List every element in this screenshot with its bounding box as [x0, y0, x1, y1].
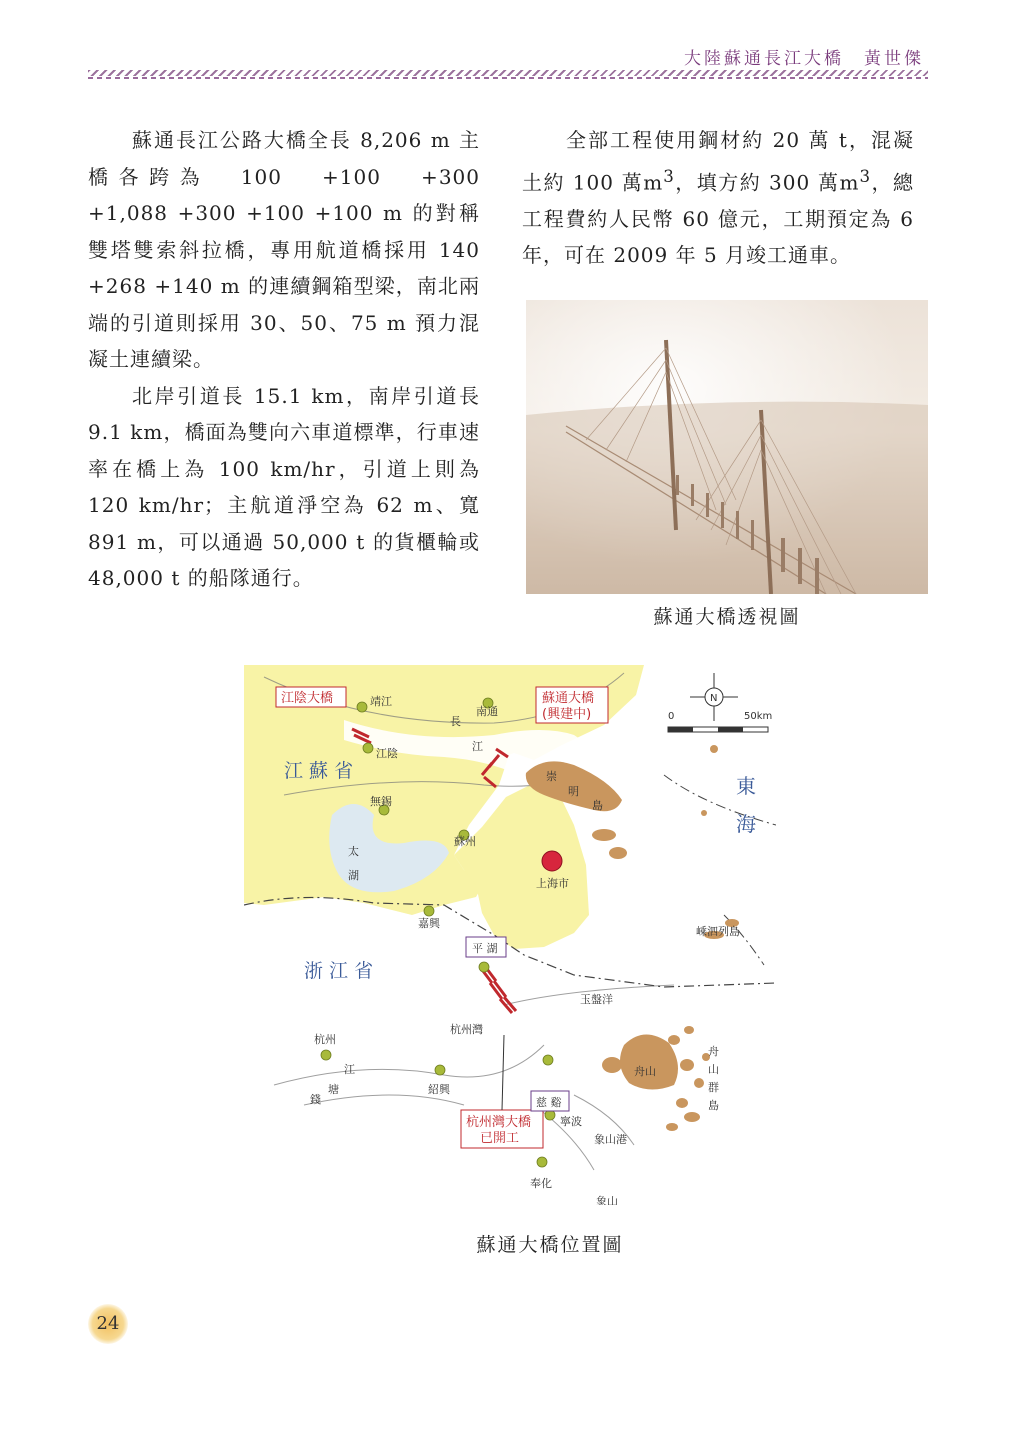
- label-chang: 長: [450, 715, 461, 728]
- paragraph-approach: 北岸引道長 15.1 km，南岸引道長 9.1 km，橋面為雙向六車道標準，行車速率在橋上為 100 km/hr，引道上則為 120 km/hr；主航道淨空為 62 m、寬 891 m，可以通過 50,000 t 的貨櫃輪或 48,000 t 的船隊通行。: [88, 383, 480, 590]
- city-jiaxing: 嘉興: [418, 917, 440, 930]
- paragraph-materials: 全部工程使用鋼材約 20 萬 t，混凝土約 100 萬$m^3$，填方約 300 萬$m^3$，總工程費約人民幣 60 億元，工期預定為 6 年，可在 2009 年 5 月竣工通車。: [522, 128, 915, 268]
- zhejiang-label: 浙 江 省: [304, 960, 374, 982]
- map-caption: 蘇通大橋位置圖: [476, 1234, 624, 1256]
- label-zhoushan: 舟山: [634, 1065, 656, 1078]
- label-tai: 太: [348, 845, 359, 858]
- right-column: [522, 122, 914, 274]
- label-jiang: 江: [472, 740, 483, 753]
- paragraph-bridge-spans: 蘇通長江公路大橋全長 8,206 m 主橋各跨為 100 +100 +300 +1,088 +300 +100 +100 m 的對稱雙塔雙索斜拉橋，專用航道橋採用 140 +268 +140 m 的連續鋼箱型梁，南北兩端的引道則採用 30、50、75 m 預力混凝土連續梁。: [88, 128, 501, 371]
- hangzhou-bay-bridge-label: 杭州灣大橋: [466, 1115, 532, 1130]
- left-column: [88, 122, 501, 597]
- city-jiangyin: 江陰: [376, 747, 398, 760]
- jiangsu-label: 江 蘇 省: [284, 760, 354, 782]
- label-zs1: 舟: [708, 1045, 719, 1058]
- label-qiantang-3: 江: [344, 1063, 355, 1076]
- jiangyin-bridge-label: 江陰大橋: [281, 691, 334, 706]
- header-rule: [88, 70, 928, 76]
- label-shengsi: 嵊泗列島: [696, 925, 740, 938]
- sutong-bridge-status: (興建中): [542, 707, 592, 722]
- label-chongming-1: 崇: [546, 770, 557, 783]
- city-jingjiang: 靖江: [370, 695, 392, 708]
- city-fenghua: 奉化: [530, 1177, 552, 1190]
- label-zs2: 山: [708, 1063, 719, 1076]
- sutong-bridge-label: 蘇通大橋: [542, 691, 595, 706]
- shanghai-marker: [542, 851, 562, 871]
- city-xiangshan: 象山: [596, 1195, 618, 1205]
- east-sea-label-2: 海: [736, 812, 756, 836]
- east-sea-label-1: 東: [736, 774, 756, 798]
- city-cixi: 慈 谿: [536, 1096, 562, 1109]
- label-chongming-3: 島: [592, 799, 603, 812]
- city-suzhou: 蘇州: [454, 835, 476, 848]
- svg-text:0: 0: [668, 711, 675, 722]
- city-xiangshangang: 象山港: [594, 1133, 627, 1146]
- city-shaoxing: 紹興: [428, 1083, 450, 1096]
- svg-text:N: N: [710, 693, 718, 704]
- city-wuxi: 無錫: [370, 795, 392, 808]
- hangzhou-bay-bridge-status: 已開工: [480, 1131, 520, 1146]
- city-ningbo: 寧波: [560, 1115, 582, 1128]
- city-pinghu: 平 湖: [472, 942, 498, 955]
- bridge-perspective-photo: [526, 300, 928, 594]
- location-map: [244, 665, 776, 1205]
- photo-caption: 蘇通大橋透視圖: [653, 606, 801, 628]
- label-hu: 湖: [348, 869, 359, 882]
- label-zs4: 島: [708, 1099, 719, 1112]
- page-number: 24: [88, 1304, 128, 1344]
- city-nantong: 南通: [476, 705, 498, 718]
- header-title: 大陸蘇通長江大橋 黃世傑: [684, 49, 924, 69]
- label-qiantang-2: 塘: [328, 1083, 339, 1096]
- label-chongming-2: 明: [568, 785, 579, 798]
- label-qiantang-1: 錢: [310, 1093, 321, 1106]
- city-shanghai: 上海市: [536, 877, 569, 890]
- city-hangzhou: 杭州: [314, 1033, 336, 1046]
- label-hzbay: 杭州灣: [450, 1023, 483, 1036]
- label-yupan: 玉盤洋: [580, 993, 613, 1006]
- svg-text:50km: 50km: [744, 711, 773, 722]
- header-rule-dashes: [88, 77, 928, 79]
- label-zs3: 群: [708, 1081, 719, 1094]
